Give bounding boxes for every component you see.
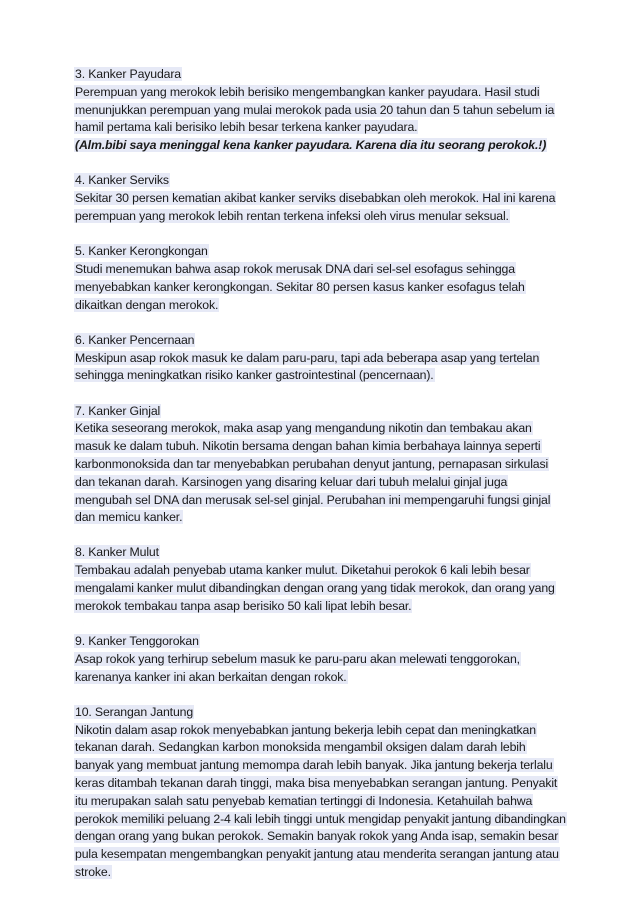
section-body: Ketika seseorang merokok, maka asap yang mengandung nikotin dan tembakau akan masuk ke dalam tubuh. Nikotin bersama dengan bahan kimia berbahaya lainnya seperti karbonmonoksida dan tar menyebabkan perubahan denyut jantung, pernapasan sirkulasi dan tekanan darah. Karsinogen yang disaring keluar dari tubuh melalui ginjal juga mengubah sel DNA dan merusak sel-sel ginjal. Perubahan ini mempengaruhi fungsi ginjal dan memicu kanker. — [75, 421, 551, 525]
section-heading: 10. Serangan Jantung — [75, 704, 194, 719]
section-body: Meskipun asap rokok masuk ke dalam paru-paru, tapi ada beberapa asap yang tertelan sehingga meningkatkan risiko kanker gastrointestinal (pencernaan). — [75, 350, 540, 383]
section-heading: 3. Kanker Payudara — [75, 67, 181, 81]
section-body: Nikotin dalam asap rokok menyebabkan jantung bekerja lebih cepat dan meningkatkan tekanan darah. Sedangkan karbon monoksida mengambil oksigen dalam darah lebih banyak yang membuat jantung memompa darah lebih banyak. Jika jantung bekerja terlalu keras ditambah tekanan darah tinggi, maka bisa menyebabkan serangan jantung. Penyakit itu merupakan salah satu penyebab kematian tertinggi di Indonesia. Ketahuilah bahwa perokok memiliki peluang 2-4 kali lebih tinggi untuk mengidap penyakit jantung dibandingkan dengan orang yang bukan perokok. Semakin banyak rokok yang Anda isap, semakin besar pula kesempatan mengembangkan penyakit jantung atau menderita serangan jantung atau stroke. — [75, 722, 566, 880]
section-body: Sekitar 30 persen kematian akibat kanker serviks disebabkan oleh merokok. Hal ini karena perempuan yang merokok lebih rentan terkena infeksi oleh virus menular seksual. — [75, 191, 556, 223]
section-heading: 4. Kanker Serviks — [75, 173, 169, 188]
section-body: Asap rokok yang terhirup sebelum masuk ke paru-paru akan melewati tenggorokan, karenanya kanker ini akan berkaitan dengan rokok. — [75, 651, 520, 684]
section-body: Studi menemukan bahwa asap rokok merusak DNA dari sel-sel esofagus sehingga menyebabkan kanker kerongkongan. Sekitar 80 persen kasus kanker esofagus telah dikaitkan dengan merokok. — [75, 261, 525, 312]
section-kanker-kerongkongan — [74, 243, 566, 314]
section-kanker-ginjal — [74, 403, 566, 528]
section-heading: 9. Kanker Tenggorokan — [75, 634, 199, 649]
section-kanker-serviks — [74, 172, 566, 225]
section-serangan-jantung — [74, 704, 566, 882]
section-heading: 5. Kanker Kerongkongan — [75, 244, 208, 259]
section-body: Perempuan yang merokok lebih berisiko mengembangkan kanker payudara. Hasil studi menunjukkan perempuan yang mulai merokok pada usia 20 tahun dan 5 tahun sebelum ia hamil pertama kali berisiko lebih besar terkena kanker payudara. — [75, 84, 555, 135]
document-page — [74, 66, 566, 899]
section-heading: 8. Kanker Mulut — [75, 545, 159, 560]
section-heading: 6. Kanker Pencernaan — [75, 332, 195, 347]
section-kanker-mulut — [74, 544, 566, 615]
section-body: Tembakau adalah penyebab utama kanker mulut. Diketahui perokok 6 kali lebih besar mengalami kanker mulut dibandingkan dengan orang yang tidak merokok, dan orang yang merokok tembakau tanpa asap berisiko 50 kali lipat lebih besar. — [75, 563, 555, 613]
section-heading: 7. Kanker Ginjal — [75, 403, 161, 418]
section-kanker-payudara — [74, 66, 566, 155]
section-note: (Alm.bibi saya meninggal kena kanker payudara. Karena dia itu seorang perokok.!) — [75, 138, 547, 153]
section-kanker-pencernaan — [74, 332, 566, 385]
section-kanker-tenggorokan — [74, 633, 566, 686]
